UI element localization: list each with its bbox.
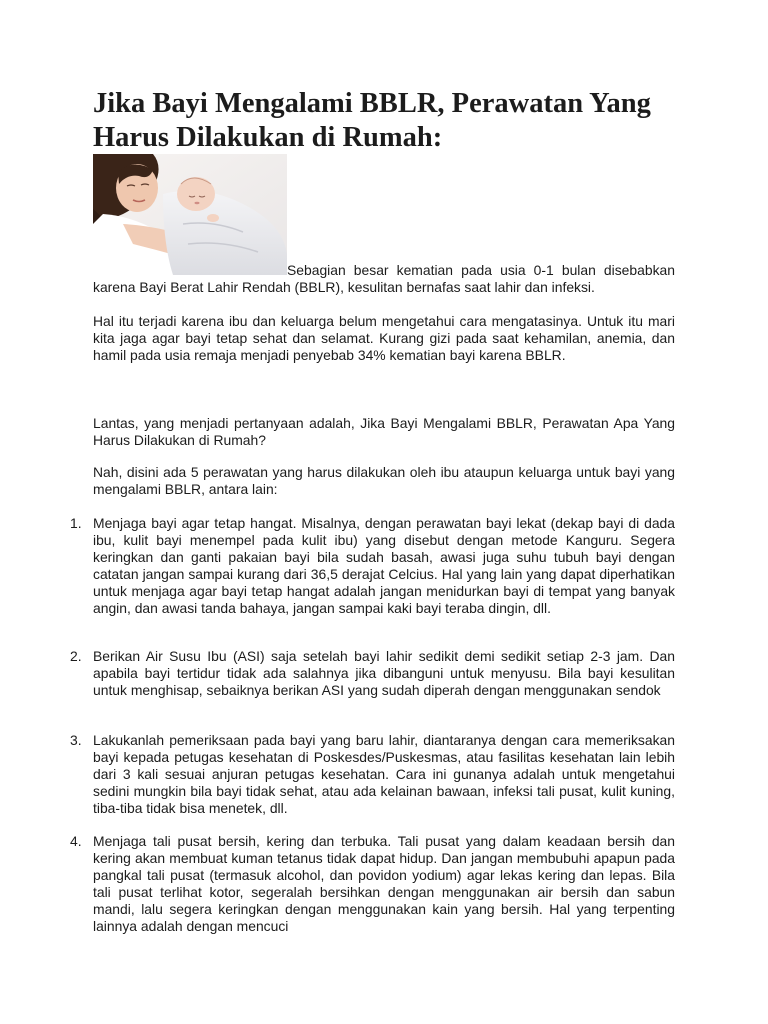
mother-baby-photo bbox=[93, 154, 287, 275]
list-item-text: Menjaga bayi agar tetap hangat. Misalnya, dengan perawatan bayi lekat (dekap bayi di dada ibu, kulit bayi menempel pada kulit ibu) yang disebut dengan metode Kanguru. Segera keringkan dan ganti pakaian bayi bila sudah basah, awasi juga suhu tubuh bayi dengan catatan jangan sampai kurang dari 36,5 derajat Celcius. Hal yang lain yang dapat diperhatikan untuk menjaga agar bayi tetap hangat adalah jangan menidurkan bayi di tempat yang banyak angin, dan awasi tanda bahaya, jangan sampai kaki bayi teraba dingin, dll. bbox=[93, 515, 675, 616]
list-intro-paragraph: Nah, disini ada 5 perawatan yang harus dilakukan oleh ibu ataupun keluarga untuk bayi yang mengalami BBLR, antara lain: bbox=[93, 464, 675, 497]
question-paragraph: Lantas, yang menjadi pertanyaan adalah, Jika Bayi Mengalami BBLR, Perawatan Apa Yang Harus Dilakukan di Rumah? bbox=[93, 415, 675, 448]
list-number: 3. bbox=[70, 732, 82, 748]
page-title: Jika Bayi Mengalami BBLR, Perawatan Yang Harus Dilakukan di Rumah: bbox=[93, 88, 651, 153]
list-number: 4. bbox=[70, 833, 82, 849]
list-number: 1. bbox=[70, 515, 82, 531]
list-item-text: Lakukanlah pemeriksaan pada bayi yang baru lahir, diantaranya dengan cara memeriksakan bayi kepada petugas kesehatan di Poskesdes/Puskesmas, atau fasilitas kesehatan lain lebih dari 3 kali sesuai anjuran petugas kesehatan. Cara ini gunanya adalah untuk mengetahui sedini mungkin bila bayi tidak sehat, atau ada kelainan bawaan, infeksi tali pusat, kulit kuning, tiba-tiba tidak bisa menetek, dll. bbox=[93, 732, 675, 816]
list-number: 2. bbox=[70, 648, 82, 664]
intro-paragraph: Sebagian besar kematian pada usia 0-1 bulan disebabkan karena Bayi Berat Lahir Rendah (BBLR), kesulitan bernafas saat lahir dan infeksi. bbox=[93, 262, 675, 295]
list-item-text: Berikan Air Susu Ibu (ASI) saja setelah bayi lahir sedikit demi sedikit setiap 2-3 jam. Dan apabila bayi tertidur tidak ada salahnya jika dibanguni untuk menyusu. Bila bayi kesulitan untuk menghisap, sebaiknya berikan ASI yang sudah diperah dengan menggunakan sendok bbox=[93, 648, 675, 698]
list-item-text: Menjaga tali pusat bersih, kering dan terbuka. Tali pusat yang dalam keadaan bersih dan kering akan membuat kuman tetanus tidak dapat hidup. Dan jangan membubuhi apapun pada pangkal tali pusat (termasuk alcohol, dan povidon yodium) agar lekas kering dan lepas. Bila tali pusat terlihat kotor, segeralah bersihkan dengan menggunakan air bersih dan sabun mandi, lalu segera keringkan dengan menggunakan kain yang bersih. Hal yang terpenting lainnya adalah dengan mencuci bbox=[93, 833, 675, 934]
cause-paragraph: Hal itu terjadi karena ibu dan keluarga belum mengetahui cara mengatasinya. Untuk itu mari kita jaga agar bayi tetap sehat dan selamat. Kurang gizi pada saat kehamilan, anemia, dan hamil pada usia remaja menjadi penyebab 34% kematian bayi karena BBLR. bbox=[93, 313, 675, 363]
